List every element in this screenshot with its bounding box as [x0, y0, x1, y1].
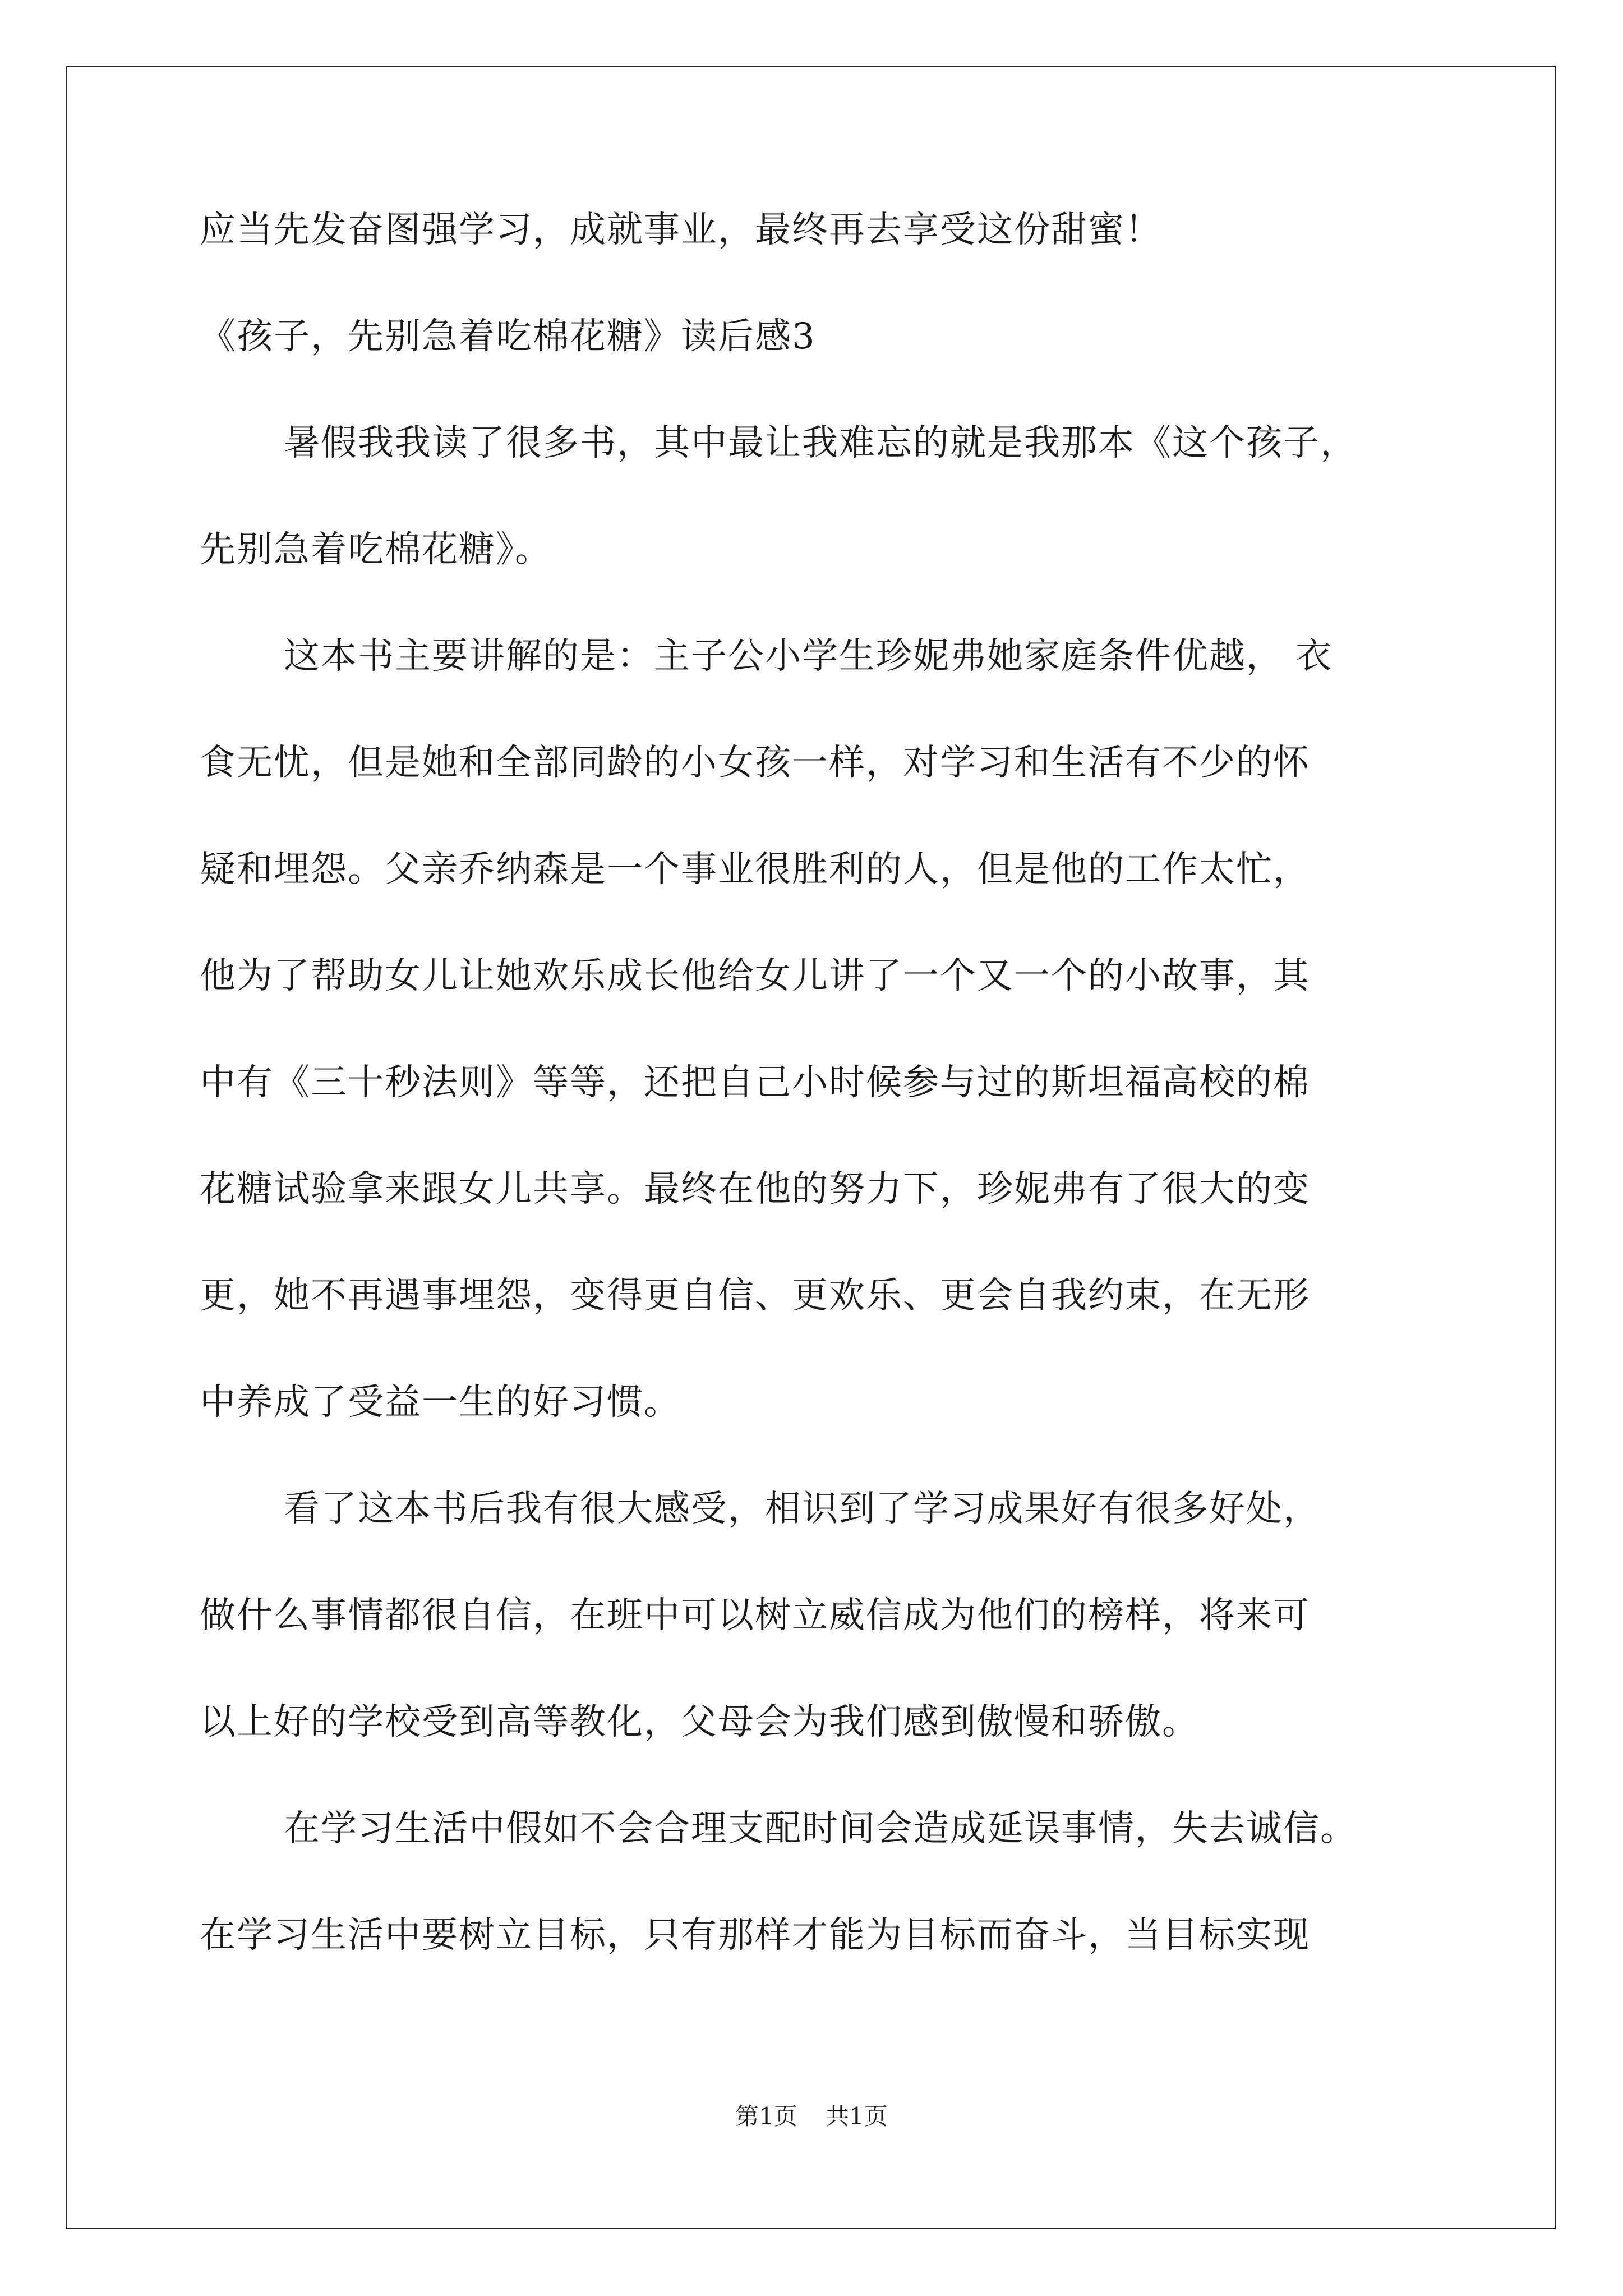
paragraph-line: 以上好的学校受到高等教化，父母会为我们感到傲慢和骄傲。: [200, 1701, 1199, 1743]
paragraph-line: 更，她不再遇事埋怨，变得更自信、更欢乐、更会自我约束，在无形: [200, 1275, 1310, 1317]
page-border: [66, 66, 1556, 2229]
paragraph-line: 中有《三十秒法则》等等，还把自己小时候参与过的斯坦福高校的棉: [200, 1062, 1310, 1103]
paragraph-line: 这本书主要讲解的是：主子公小学生珍妮弗她家庭条件优越， 衣: [284, 636, 1333, 677]
paragraph-line: 食无忧，但是她和全部同龄的小女孩一样，对学习和生活有不少的怀: [200, 742, 1310, 784]
page-total: 共1页: [826, 2102, 888, 2130]
paragraph-line: 中养成了受益一生的好习惯。: [200, 1382, 681, 1423]
paragraph-line: 他为了帮助女儿让她欢乐成长他给女儿讲了一个又一个的小故事，其: [200, 955, 1310, 997]
paragraph-line: 做什么事情都很自信，在班中可以树立威信成为他们的榜样，将来可: [200, 1595, 1310, 1636]
section-heading: 《孩子，先别急着吃棉花糖》读后感3: [200, 316, 816, 357]
paragraph-line: 花糖试验拿来跟女儿共享。最终在他的努力下，珍妮弗有了很大的变: [200, 1168, 1310, 1210]
paragraph-line: 先别急着吃棉花糖》。: [200, 529, 552, 570]
page-footer: [0, 2098, 1623, 2132]
paragraph-line: 疑和埋怨。父亲乔纳森是一个事业很胜利的人，但是他的工作太忙，: [200, 849, 1310, 890]
paragraph-line: 看了这本书后我有很大感受，相识到了学习成果好有很多好处，: [284, 1488, 1320, 1530]
paragraph-line: 在学习生活中要树立目标，只有那样才能为目标而奋斗，当目标实现: [200, 1915, 1310, 1956]
paragraph-line: 暑假我我读了很多书，其中最让我难忘的就是我那本《这个孩子，: [284, 422, 1357, 464]
paragraph-line: 在学习生活中假如不会合理支配时间会造成延误事情，失去诚信。: [284, 1808, 1357, 1849]
paragraph-line: 应当先发奋图强学习，成就事业，最终再去享受这份甜蜜！: [200, 209, 1162, 251]
page-number: 第1页: [735, 2102, 797, 2130]
